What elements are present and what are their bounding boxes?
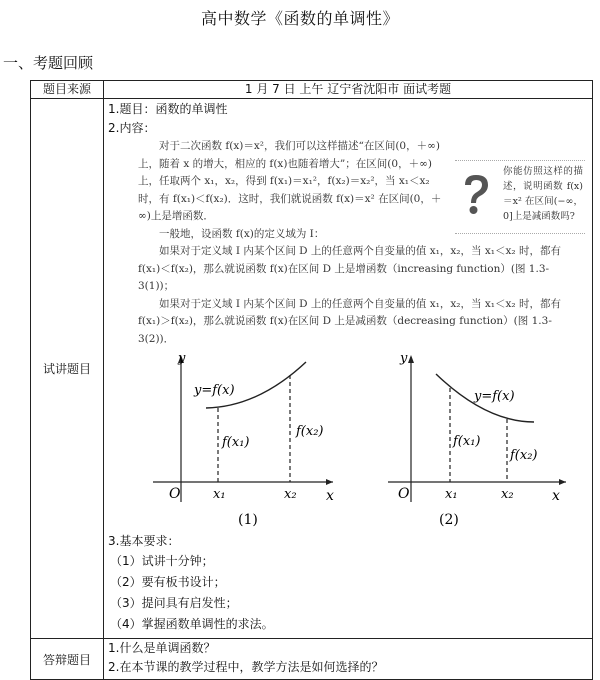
x-axis-arrow-icon	[559, 479, 566, 485]
lecture-label: 试讲题目	[31, 99, 104, 639]
curve-label: y=f(x)	[474, 389, 515, 404]
requirement-item: （2）要有板书设计；	[110, 575, 226, 589]
x-axis-label: x	[552, 488, 560, 504]
x1-label: x₁	[445, 487, 458, 502]
fx2-label: f(x₂)	[296, 424, 324, 439]
origin-label: O	[169, 486, 181, 502]
x-axis-label: x	[326, 488, 334, 504]
sidenote-text: 你能仿照这样的描述，说明函数 f(x)＝x² 在区间(−∞，0]上是减函数吗?	[503, 166, 583, 222]
requirement-item: （1）试讲十分钟；	[110, 554, 214, 568]
figure-caption: (2)	[439, 512, 459, 528]
y-axis-arrow-icon	[408, 355, 414, 363]
figures	[108, 352, 588, 532]
origin-label: O	[398, 486, 410, 502]
curve-label: y=f(x)	[194, 383, 235, 398]
source-label: 题目来源	[31, 81, 104, 99]
defense-question: 2.在本节课的教学过程中，教学方法是如何选择的？	[108, 660, 384, 674]
x2-label: x₂	[284, 487, 297, 502]
topic-line: 1.题目：函数的单调性	[108, 102, 228, 116]
y-axis-label: y	[178, 352, 186, 366]
x-axis-arrow-icon	[326, 479, 333, 485]
x1-label: x₁	[213, 487, 226, 502]
fx1-label: f(x₁)	[222, 435, 250, 450]
defense-row	[31, 639, 593, 680]
fx2-label: f(x₂)	[510, 448, 538, 463]
sidenote-box	[455, 160, 585, 234]
requirement-item: （3）提问具有启发性；	[110, 596, 238, 610]
x2-label: x₂	[501, 487, 514, 502]
excerpt-paragraph-1: 对于二次函数 f(x)＝x²，我们可以这样描述“在区间(0，＋∞)上，随着 x 的增大，相应的 f(x)也随着增大”；在区间(0，＋∞)上，任取两个 x₁，x₂，得到 f(x₁)＝x₁²，f(x₂)＝x₂²，当 x₁＜x₂ 时，有 f(x₁)＜f(x₂)．这时，我们就说函数 f(x)＝x² 在区间(0，＋∞)上是增函数．	[138, 140, 442, 222]
document-title: 高中数学《函数的单调性》	[200, 9, 399, 28]
fx1-label: f(x₁)	[453, 434, 481, 449]
excerpt-paragraph-3: 如果对于定义域 I 内某个区间 D 上的任意两个自变量的值 x₁，x₂，当 x₁＜x₂ 时，都有 f(x₁)＜f(x₂)，那么就说函数 f(x)在区间 D 上是增函数（increasing function）(图 1.3-3(1))；	[138, 245, 561, 292]
source-value: 1 月 7 日 上午 辽宁省沈阳市 面试考题	[104, 81, 593, 99]
excerpt-paragraph-4: 如果对于定义域 I 内某个区间 D 上的任意两个自变量的值 x₁，x₂，当 x₁＜x₂ 时，都有 f(x₁)＞f(x₂)，那么就说函数 f(x)在区间 D 上是减函数（decreasing function）(图 1.3-3(2))．	[138, 297, 561, 345]
requirements-label: 3.基本要求：	[108, 534, 180, 548]
figure-decreasing	[376, 352, 576, 533]
source-row	[31, 81, 593, 99]
question-mark-icon	[461, 173, 491, 217]
defense-question: 1.什么是单调函数？	[108, 641, 216, 655]
y-axis-label: y	[400, 352, 408, 366]
excerpt-paragraph-2: 一般地，设函数 f(x)的定义域为 I：	[159, 227, 325, 240]
content-label: 2.内容：	[108, 121, 156, 135]
requirement-item: （4）掌握函数单调性的求法。	[110, 617, 274, 631]
figure-increasing	[138, 352, 338, 533]
section-heading: 一、考题回顾	[3, 54, 94, 72]
defense-label: 答辩题目	[31, 639, 104, 680]
figure-caption: (1)	[238, 512, 258, 528]
defense-content	[104, 639, 593, 680]
